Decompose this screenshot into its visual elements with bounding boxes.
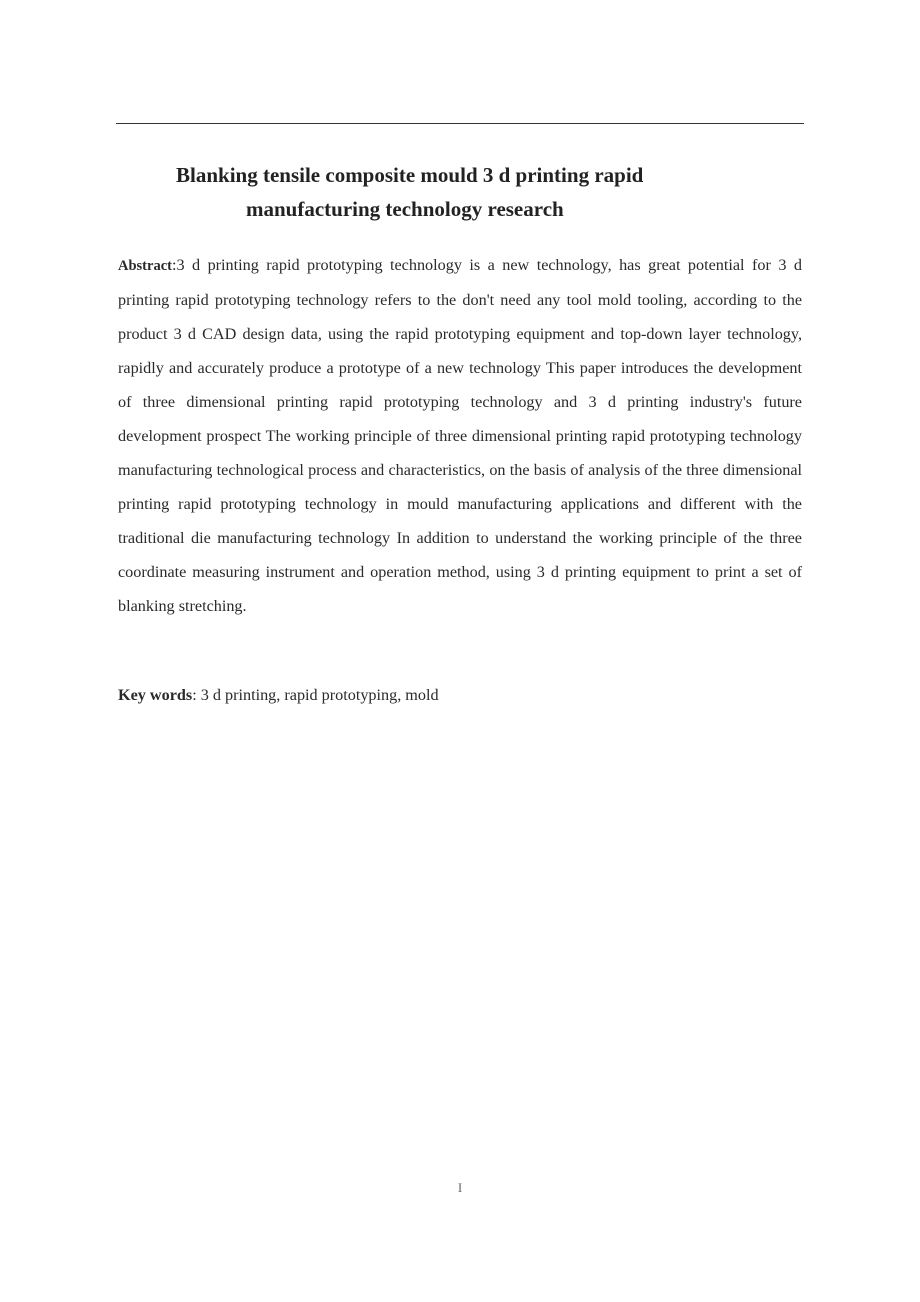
abstract-paragraph bbox=[118, 248, 802, 623]
abstract-text: :3 d printing rapid prototyping technology is a new technology, has great potential for 3 d printing rapid prototyping technology refers to the don't need any tool mold tooling, according to the product 3 d CAD design data, using the rapid prototyping equipment and top-down layer technology, rapidly and accurately produce a prototype of a new technology This paper introduces the development of three dimensional printing rapid prototyping technology and 3 d printing industry's future development prospect The working principle of three dimensional printing rapid prototyping technology manufacturing technological process and characteristics, on the basis of analysis of the three dimensional printing rapid prototyping technology in mould manufacturing applications and different with the traditional die manufacturing technology In addition to understand the working principle of the three coordinate measuring instrument and operation method, using 3 d printing equipment to print a set of blanking stretching. bbox=[118, 256, 802, 615]
keywords-text: : 3 d printing, rapid prototyping, mold bbox=[192, 686, 439, 704]
keywords-paragraph bbox=[118, 678, 802, 712]
page-number: I bbox=[457, 1180, 463, 1195]
abstract-label: Abstract bbox=[118, 258, 172, 274]
keywords-label: Key words bbox=[118, 686, 193, 704]
paper-title bbox=[116, 158, 804, 226]
paper-title-line-2: manufacturing technology research bbox=[246, 197, 564, 221]
header-rule bbox=[116, 123, 804, 124]
paper-title-line-1: Blanking tensile composite mould 3 d printing rapid bbox=[176, 163, 644, 187]
